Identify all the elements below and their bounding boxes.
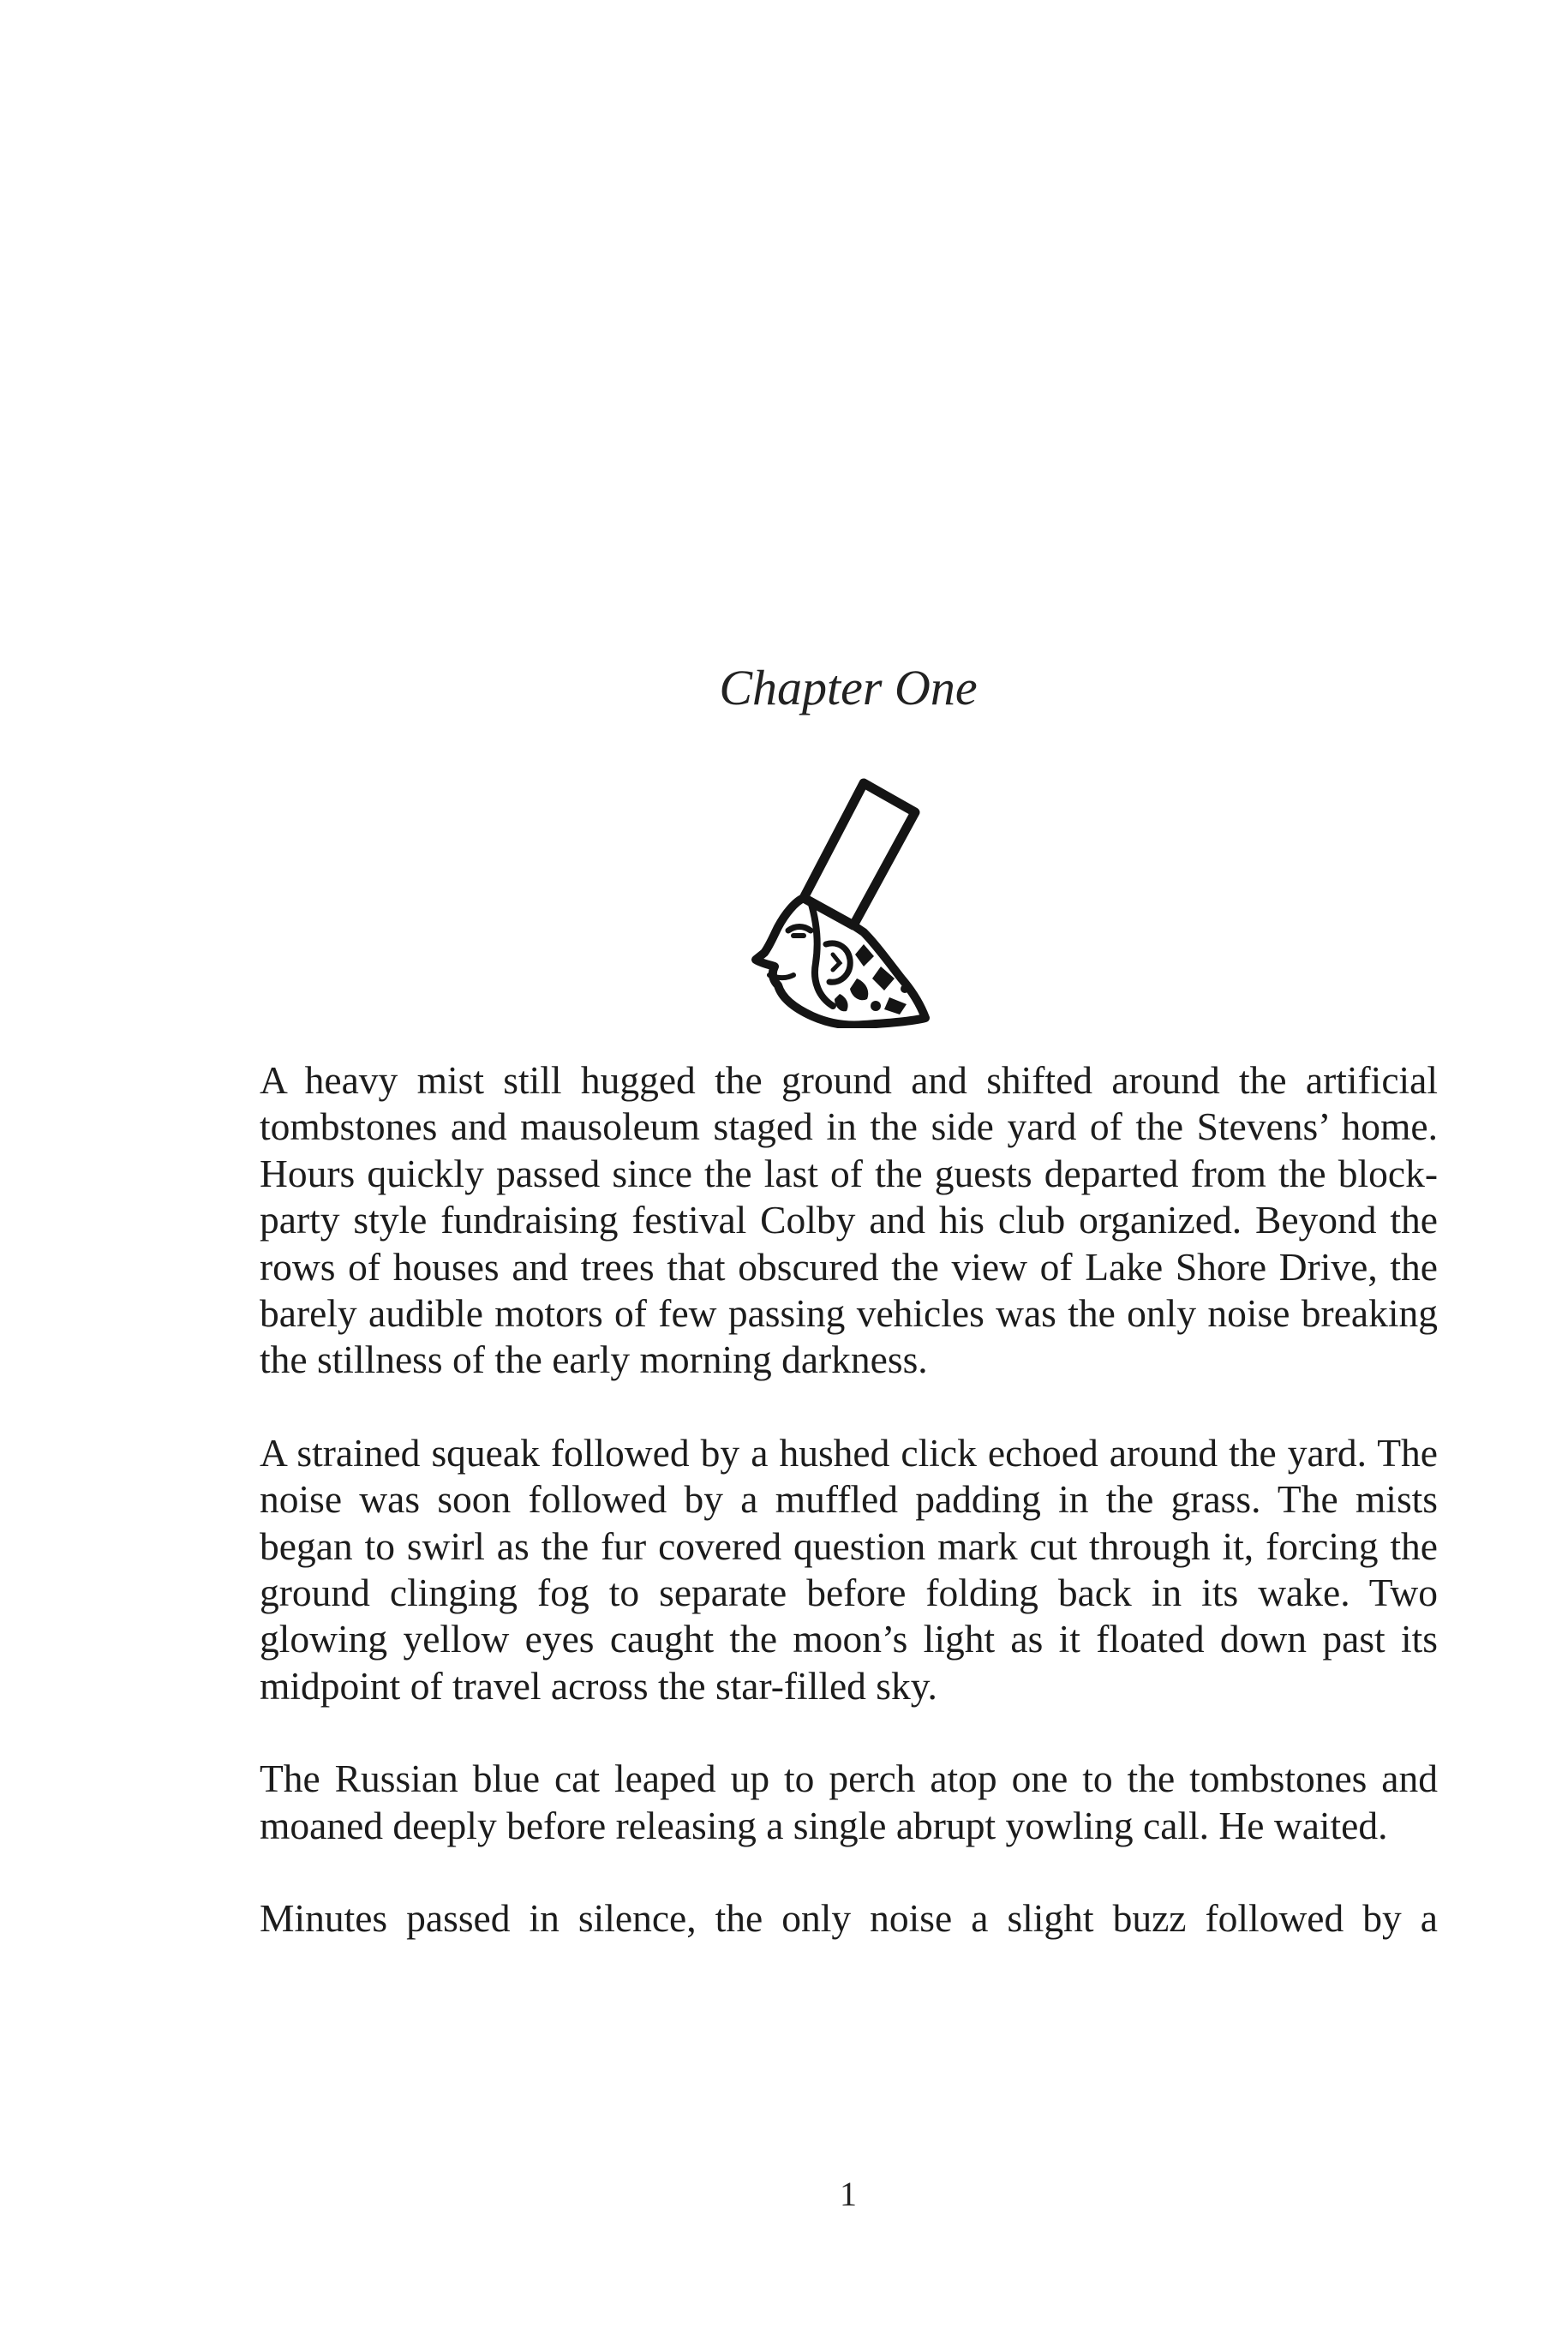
paragraph: A heavy mist still hugged the ground and shifted around the artificial tombstones and mausoleum staged in the side yard of the Stevens’ home. Hours quickly passed since the last of the guests departed from the block-party style fundraising festival Colby and his club organized. Beyond the rows of houses and trees that obscured the view of Lake Shore Drive, the barely audible motors of few passing vehicles was the only noise breaking the stillness of the early morning darkness. — [260, 1058, 1438, 1382]
chapter-body — [260, 1057, 1438, 1989]
paragraph: A strained squeak followed by a hushed click echoed around the yard. The noise was soon followed by a muffled padding in the grass. The mists began to swirl as the fur covered question mark cut through it, forcing the ground clinging fog to separate before folding back in its wake. Two glowing yellow eyes caught the moon’s light as it floated down past its midpoint of travel across the star-filled sky. — [260, 1430, 1438, 1708]
page-number: 1 — [840, 2175, 857, 2213]
paragraph: Minutes passed in silence, the only noise a slight buzz followed by a — [260, 1896, 1438, 1941]
cat-head-silhouette-icon — [744, 773, 939, 1028]
paragraph: The Russian blue cat leaped up to perch atop one to the tombstones and moaned deeply before releasing a single abrupt yowling call. He waited. — [260, 1757, 1438, 1847]
chapter-title: Chapter One — [719, 660, 978, 715]
